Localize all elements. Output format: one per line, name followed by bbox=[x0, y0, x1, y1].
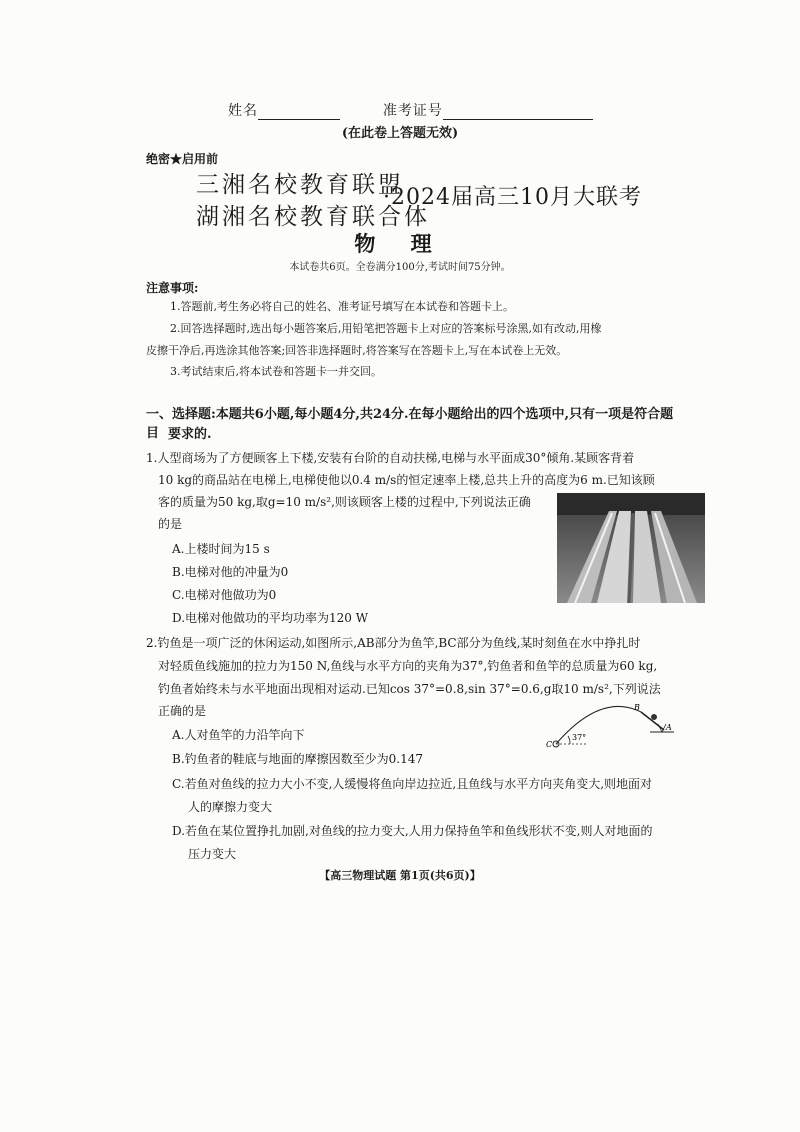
fig-point-a: A bbox=[666, 723, 672, 732]
name-blank bbox=[258, 105, 340, 120]
q1-option-b: B.电梯对他的冲量为0 bbox=[172, 565, 289, 579]
org-line-2: 湖湘名校教育联合体 bbox=[196, 204, 430, 230]
fig-point-b: B bbox=[634, 703, 640, 712]
q2-line-3: 钓鱼者始终未与水平地面出现相对运动.已知cos 37°=0.8,sin 37°=0.6,g取10 m/s²,下列说法 bbox=[158, 682, 661, 696]
q2-option-a: A.人对鱼竿的力沿竿向下 bbox=[172, 728, 305, 742]
ticket-label: 准考证号 bbox=[382, 103, 443, 119]
header-fields bbox=[228, 100, 593, 120]
q2-line-4: 正确的是 bbox=[158, 704, 207, 718]
exam-title: ·2024届高三10月大联考 bbox=[383, 185, 642, 210]
invalid-notice: (在此卷上答题无效) bbox=[341, 126, 459, 141]
fishing-diagram bbox=[546, 700, 676, 759]
q1-line-3: 客的质量为50 kg,取g=10 m/s²,则该顾客上楼的过程中,下列说法正确 bbox=[158, 495, 531, 509]
escalator-photo bbox=[557, 493, 705, 603]
q1-line-4: 的是 bbox=[158, 517, 183, 531]
name-label: 姓名 bbox=[228, 103, 258, 119]
q2-option-b: B.钓鱼者的鞋底与地面的摩擦因数至少为0.147 bbox=[172, 752, 423, 766]
q1-line-1: 1.人型商场为了方便顾客上下楼,安装有台阶的自动扶梯,电梯与水平面成30°倾角.某顾客背着 bbox=[146, 451, 635, 465]
exam-info: 本试卷共6页。全卷满分100分,考试时间75分钟。 bbox=[289, 262, 511, 273]
section-heading: 一、选择题:本题共6小题,每小题4分,共24分.在每小题给出的四个选项中,只有一项是符合题目 bbox=[146, 407, 674, 441]
q2-option-c-line-1: C.若鱼对鱼线的拉力大小不变,人缓慢将鱼向岸边拉近,且鱼线与水平方向夹角变大,则地面对 bbox=[172, 777, 653, 791]
instruction-2a: 2.回答选择题时,选出每小题答案后,用铅笔把答题卡上对应的答案标号涂黑,如有改动,用橡 bbox=[170, 322, 602, 335]
fig-point-c: C bbox=[546, 740, 553, 749]
instructions-heading: 注意事项: bbox=[146, 281, 199, 295]
subject-title: 物 理 bbox=[354, 231, 446, 256]
fig-angle-label: 37° bbox=[572, 733, 587, 742]
q2-option-d-line-2: 压力变大 bbox=[188, 847, 237, 861]
q1-option-c: C.电梯对他做功为0 bbox=[172, 588, 277, 602]
instruction-3: 3.考试结束后,将本试卷和答题卡一并交回。 bbox=[170, 365, 382, 378]
q2-line-1: 2.钓鱼是一项广泛的休闲运动,如图所示,AB部分为鱼竿,BC部分为鱼线,某时刻鱼在水中挣扎时 bbox=[146, 636, 641, 650]
section-heading-cont: 要求的. bbox=[168, 427, 212, 442]
ticket-blank bbox=[443, 105, 593, 120]
q1-option-d: D.电梯对他做功的平均功率为120 W bbox=[172, 611, 369, 625]
q1-option-a: A.上楼时间为15 s bbox=[172, 542, 270, 556]
instruction-2b: 皮擦干净后,再选涂其他答案;回答非选择题时,将答案写在答题卡上,写在本试卷上无效。 bbox=[146, 344, 568, 357]
q2-option-d-line-1: D.若鱼在某位置挣扎加剧,对鱼线的拉力变大,人用力保持鱼竿和鱼线形状不变,则人对地面的 bbox=[172, 824, 653, 838]
q2-line-2: 对轻质鱼线施加的拉力为150 N,鱼线与水平方向的夹角为37°,钓鱼者和鱼竿的总质量为60 kg, bbox=[158, 659, 658, 673]
q2-option-c-line-2: 人的摩擦力变大 bbox=[188, 800, 273, 814]
secret-mark: 绝密★启用前 bbox=[146, 152, 219, 166]
page-footer: 【高三物理试题 第1页(共6页)】 bbox=[319, 869, 481, 882]
org-line-1: 三湘名校教育联盟 bbox=[196, 172, 404, 198]
instruction-1: 1.答题前,考生务必将自己的姓名、准考证号填写在本试卷和答题卡上。 bbox=[170, 300, 514, 313]
q1-line-2: 10 kg的商品站在电梯上,电梯使他以0.4 m/s的恒定速率上楼,总共上升的高度为6 m.已知该顾 bbox=[158, 473, 655, 487]
